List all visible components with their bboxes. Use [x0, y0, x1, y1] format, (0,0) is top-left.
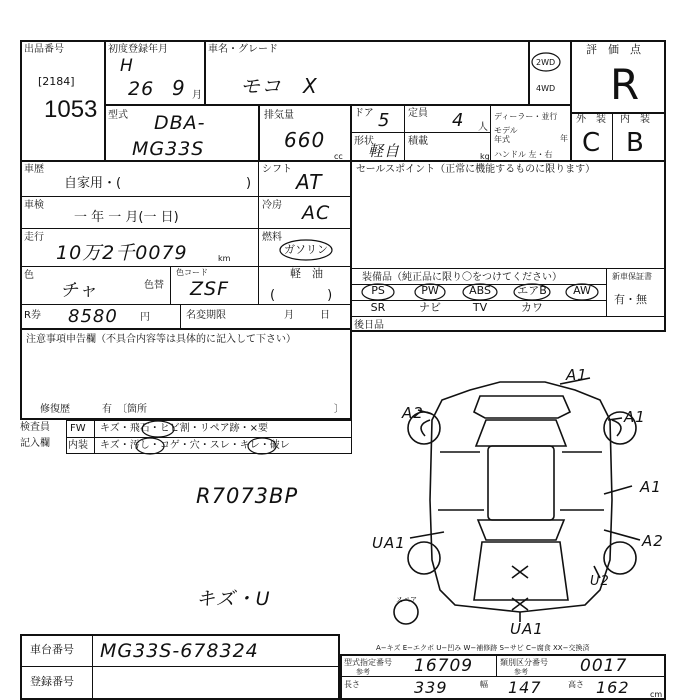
displacement-label: 排気量: [264, 110, 294, 121]
shape: 軽自: [368, 142, 401, 160]
reg-label: 登録番号: [30, 675, 74, 688]
inspection-label: 車検: [24, 200, 44, 211]
handwritten-note: キズ・U: [196, 588, 271, 610]
dealer-label: ディーラー・並行: [494, 112, 558, 121]
color-label: 色: [24, 270, 34, 281]
lot-no-label: 出品番号: [24, 44, 64, 55]
divider: [20, 666, 340, 667]
interior-text: キズ・汚し・コゲ・穴・スレ・キレ・破レ: [100, 440, 290, 451]
lot-number: 1053: [44, 96, 98, 123]
model-code: MG33S: [132, 138, 205, 160]
fuel-paren: ( ): [270, 288, 333, 303]
notes-label: 注意事項申告欄（不具合内容等は具体的に記入して下さい）: [26, 334, 296, 345]
drive-2wd: 2WD: [536, 58, 556, 67]
equipment-item: TV: [472, 301, 488, 314]
length-value: 339: [414, 678, 448, 697]
delivery-label: 後日品: [354, 320, 384, 331]
damage-mark: A2: [642, 532, 664, 550]
capacity-label: 定員: [408, 108, 428, 119]
width-label: 幅: [480, 680, 488, 689]
color-code: ZSF: [190, 278, 230, 300]
handle-label: ハンドル 左・右: [494, 150, 553, 159]
chassis-label: 車台番号: [30, 643, 74, 656]
recycle-label: R券: [24, 310, 41, 321]
repair-close: 〕: [334, 404, 344, 415]
ref-label: 参考: [514, 668, 528, 676]
damage-mark: A1: [640, 478, 662, 496]
history-close: ): [246, 176, 252, 191]
history-label: 車歴: [24, 164, 44, 175]
equipment-item: SR: [370, 301, 386, 314]
drive-4wd: 4WD: [536, 84, 556, 93]
equipment-item: ABS: [469, 284, 491, 297]
car-name: モコ X: [240, 74, 318, 98]
equipment-item: ナビ: [419, 301, 441, 314]
fuel-diesel: 軽 油: [290, 267, 323, 280]
color-change-label: 色替: [144, 280, 164, 291]
equipment-label: 装備品（純正品に限り〇をつけてください）: [362, 272, 562, 283]
exterior-label: 外 装: [576, 114, 606, 125]
height-value: 162: [596, 678, 630, 697]
capacity-unit: 人: [478, 122, 488, 133]
warranty-value: 有・無: [614, 293, 647, 306]
ac-label: 冷房: [262, 200, 282, 211]
damage-mark: A2: [402, 404, 424, 422]
shift-value: AT: [296, 170, 323, 194]
reg-year: 26: [128, 78, 155, 100]
year-unit: 年: [560, 134, 568, 143]
damage-mark: UA1: [372, 534, 406, 552]
height-label: 高さ: [568, 680, 584, 689]
class-label: 類別区分番号: [500, 658, 548, 667]
chassis-value: MG33S-678324: [100, 640, 259, 662]
divider: [496, 654, 497, 676]
divider: [340, 676, 666, 677]
ref-label: 参考: [356, 668, 370, 676]
fuel-gas: ガソリン: [284, 243, 328, 256]
color-code-label: 色コード: [176, 268, 208, 277]
first-reg-label: 初度登録年月: [108, 44, 168, 55]
recycle-unit: 円: [140, 312, 150, 323]
damage-mark: UA1: [510, 620, 544, 638]
new-warranty-label: 新車保証書: [612, 272, 652, 281]
entry-label: 記入欄: [20, 438, 50, 449]
car-name-label: 車名・グレード: [208, 44, 278, 55]
model-year-label: モデル年式: [494, 126, 518, 144]
width-value: 147: [508, 678, 542, 697]
month-unit: 月: [284, 310, 294, 321]
name-change-label: 名変期限: [186, 310, 226, 321]
class-value: 0017: [580, 656, 628, 676]
ac-value: AC: [302, 202, 331, 224]
km-unit: km: [218, 254, 231, 263]
shift-label: シフト: [262, 164, 292, 175]
fuel-label: 燃料: [262, 232, 282, 243]
length-label: 長さ: [344, 680, 360, 689]
interior-notes-label: 内装: [68, 440, 88, 451]
day-unit: 日: [320, 310, 330, 321]
interior-grade: B: [626, 128, 645, 158]
divider: [92, 634, 93, 700]
reg-month: 9: [172, 76, 186, 100]
cm-unit: cm: [650, 690, 663, 699]
damage-mark: U2: [590, 574, 610, 589]
kg-unit: kg: [480, 152, 490, 161]
displacement: 660: [284, 128, 326, 152]
shape-label: 形状: [354, 136, 374, 147]
spare-label: スペア: [396, 596, 417, 604]
equipment-item: カワ: [521, 301, 543, 314]
equipment-item: AW: [573, 284, 591, 297]
equipment-item: PS: [371, 284, 385, 297]
equipment-item: PW: [421, 284, 439, 297]
sales-points-label: セールスポイント（正常に機能するものに限ります）: [356, 164, 596, 175]
type-approval-value: 16709: [414, 656, 474, 676]
month-unit: 月: [192, 90, 202, 101]
recycle-value: 8580: [68, 306, 118, 327]
fw-label: FW: [70, 423, 86, 434]
repair-label: 修復歴: [40, 404, 70, 415]
capacity: 4: [452, 110, 465, 131]
inspection-value: 一 年 一 月(一 日): [74, 210, 179, 225]
load-label: 積載: [408, 136, 428, 147]
handwritten-code: R7073BP: [196, 484, 299, 508]
interior-label: 内 装: [620, 114, 650, 125]
mileage-value: 10万2千0079: [56, 242, 188, 264]
repair-value: 有 〔箇所: [102, 404, 147, 415]
doors: 5: [378, 110, 391, 131]
doors-label: ドア: [354, 108, 374, 119]
diagram-legend: A−キズ E−エクボ U−凹み W−補修跡 S−サビ C−腐食 XX−交換済: [376, 644, 590, 652]
lot-code: [2184]: [38, 75, 75, 88]
overall-grade: R: [610, 60, 641, 109]
type-approval-label: 型式指定番号: [344, 658, 392, 667]
damage-mark: A1: [624, 408, 646, 426]
equipment-item: エアB: [517, 284, 547, 297]
exterior-grade: C: [582, 128, 602, 158]
grade-label: 評 価 点: [586, 43, 641, 56]
era: H: [120, 56, 134, 76]
type-code: DBA-: [154, 112, 206, 134]
fw-text: キズ・飛石・ヒビ割・リペア跡・×要: [100, 423, 268, 434]
cc-unit: cc: [334, 152, 343, 161]
inspector-label: 検査員: [20, 422, 50, 433]
damage-mark: A1: [566, 366, 588, 384]
history-value: 自家用・(: [64, 176, 122, 191]
color-value: チャ: [60, 280, 98, 301]
mileage-label: 走行: [24, 232, 44, 243]
type-label: 型式: [108, 110, 128, 121]
